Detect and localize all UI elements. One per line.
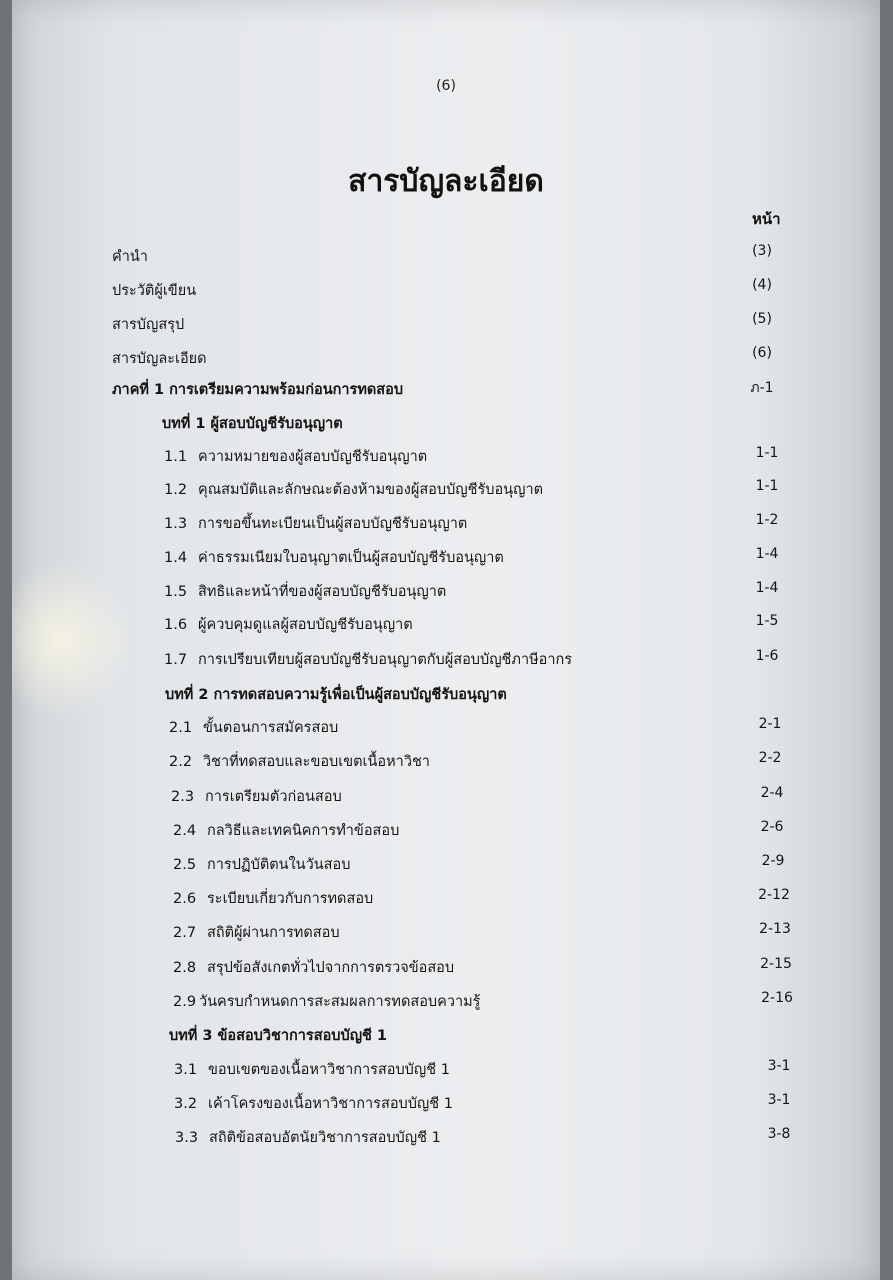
toc-page: 1-4	[755, 546, 779, 562]
toc-entry	[112, 279, 196, 302]
toc-part-heading: ภาคที่ 1 การเตรียมความพร้อมก่อนการทดสอบ	[112, 382, 404, 398]
toc-page: 1-6	[755, 648, 779, 664]
toc-entry	[174, 1058, 450, 1081]
toc-entry-number: 1.3	[164, 516, 188, 532]
toc-entry-text: ค่าธรรมเนียมใบอนุญาตเป็นผู้สอบบัญชีรับอนุญาต	[198, 550, 504, 566]
page-number: (6)	[436, 78, 456, 94]
toc-page: 1-1	[755, 478, 779, 494]
toc-entry	[171, 785, 342, 808]
toc-entry-text: การขอขึ้นทะเบียนเป็นผู้สอบบัญชีรับอนุญาต	[198, 516, 468, 532]
toc-entry-text: การเปรียบเทียบผู้สอบบัญชีรับอนุญาตกับผู้สอบบัญชีภาษีอากร	[198, 652, 573, 668]
toc-page: 3-8	[767, 1126, 791, 1142]
light-glare	[12, 560, 132, 720]
toc-page: ภ-1	[750, 380, 774, 396]
page-column-header: หน้า	[752, 210, 781, 228]
toc-entry	[164, 648, 572, 671]
toc-page: (5)	[752, 311, 772, 327]
toc-entry-number: 2.9	[173, 994, 197, 1010]
toc-page: 2-13	[759, 921, 791, 937]
toc-entry-number: 2.2	[169, 754, 193, 770]
toc-entry-number: 3.2	[174, 1096, 198, 1112]
toc-entry-text: คำนำ	[112, 249, 148, 265]
toc-entry-text: เค้าโครงของเนื้อหาวิชาการสอบบัญชี 1	[208, 1096, 453, 1112]
toc-entry	[164, 580, 446, 603]
toc-page: 2-1	[758, 716, 782, 732]
toc-entry-text: สรุปข้อสังเกตทั่วไปจากการตรวจข้อสอบ	[207, 960, 455, 976]
toc-chapter-heading: บทที่ 3 ข้อสอบวิชาการสอบบัญชี 1	[169, 1028, 388, 1044]
toc-entry-text: วิชาที่ทดสอบและขอบเขตเนื้อหาวิชา	[203, 754, 430, 770]
toc-entry	[173, 956, 454, 979]
toc-entry-number: 2.1	[169, 720, 193, 736]
toc-entry-text: ผู้ควบคุมดูแลผู้สอบบัญชีรับอนุญาต	[198, 617, 413, 633]
toc-entry-number: 2.7	[173, 925, 197, 941]
toc-entry-text: วันครบกำหนดการสะสมผลการทดสอบความรู้	[199, 994, 481, 1010]
toc-entry	[169, 750, 430, 773]
toc-entry-text: สถิติผู้ผ่านการทดสอบ	[207, 925, 340, 941]
toc-page: 2-16	[761, 990, 793, 1006]
toc-entry-number: 2.3	[171, 789, 195, 805]
toc-entry	[173, 819, 399, 842]
toc-entry	[112, 245, 148, 268]
toc-entry-number: 1.2	[164, 482, 188, 498]
toc-entry-number: 1.4	[164, 550, 188, 566]
toc-entry	[164, 478, 543, 501]
toc-entry-number: 2.4	[173, 823, 197, 839]
toc-entry	[173, 990, 480, 1013]
toc-entry-text: สิทธิและหน้าที่ของผู้สอบบัญชีรับอนุญาต	[198, 584, 447, 600]
toc-entry	[164, 546, 504, 569]
toc-page: 1-1	[755, 445, 779, 461]
toc-page: (3)	[752, 243, 772, 259]
toc-entry	[174, 1092, 453, 1115]
toc-page: 2-6	[760, 819, 784, 835]
toc-chapter-heading: บทที่ 2 การทดสอบความรู้เพื่อเป็นผู้สอบบัญชีรับอนุญาต	[165, 687, 507, 703]
toc-entry-text: การเตรียมตัวก่อนสอบ	[205, 789, 342, 805]
toc-entry-number: 2.6	[173, 891, 197, 907]
toc-entry-text: ประวัติผู้เขียน	[112, 283, 197, 299]
toc-chapter-heading: บทที่ 1 ผู้สอบบัญชีรับอนุญาต	[162, 416, 343, 432]
document-page	[12, 0, 880, 1280]
toc-entry-text: ความหมายของผู้สอบบัญชีรับอนุญาต	[198, 449, 428, 465]
toc-entry	[164, 512, 467, 535]
toc-entry	[173, 921, 340, 944]
toc-entry	[173, 887, 373, 910]
toc-entry-text: สารบัญละเอียด	[112, 351, 207, 367]
toc-entry	[175, 1126, 441, 1149]
toc-entry	[112, 347, 207, 370]
toc-page: (6)	[752, 345, 772, 361]
toc-entry-number: 1.5	[164, 584, 188, 600]
toc-entry-number: 1.1	[164, 449, 188, 465]
toc-page: 3-1	[767, 1092, 791, 1108]
toc-entry-number: 1.6	[164, 617, 188, 633]
toc-entry-text: สารบัญสรุป	[112, 317, 185, 333]
toc-entry	[112, 313, 184, 336]
toc-page: (4)	[752, 277, 772, 293]
toc-entry-text: ขั้นตอนการสมัครสอบ	[203, 720, 339, 736]
toc-page: 2-15	[760, 956, 792, 972]
toc-entry-number: 2.5	[173, 857, 197, 873]
toc-entry-text: ขอบเขตของเนื้อหาวิชาการสอบบัญชี 1	[208, 1062, 450, 1078]
toc-entry-text: ระเบียบเกี่ยวกับการทดสอบ	[207, 891, 374, 907]
toc-page: 2-9	[761, 853, 785, 869]
toc-entry	[173, 853, 350, 876]
toc-entry-number: 2.8	[173, 960, 197, 976]
toc-page: 1-5	[755, 613, 779, 629]
toc-page: 3-1	[767, 1058, 791, 1074]
toc-page: 1-4	[755, 580, 779, 596]
toc-page: 2-4	[760, 785, 784, 801]
toc-entry-text: การปฏิบัติตนในวันสอบ	[207, 857, 351, 873]
toc-page: 1-2	[755, 512, 779, 528]
toc-entry-number: 1.7	[164, 652, 188, 668]
toc-entry-text: สถิติข้อสอบอัตนัยวิชาการสอบบัญชี 1	[209, 1130, 441, 1146]
page-title: สารบัญละเอียด	[348, 164, 544, 199]
toc-entry	[164, 613, 413, 636]
toc-entry-text: คุณสมบัติและลักษณะต้องห้ามของผู้สอบบัญชีรับอนุญาต	[198, 482, 544, 498]
toc-entry-number: 3.1	[174, 1062, 198, 1078]
toc-entry-number: 3.3	[175, 1130, 199, 1146]
toc-page: 2-12	[758, 887, 790, 903]
toc-entry	[164, 445, 427, 468]
toc-entry-text: กลวิธีและเทคนิคการทำข้อสอบ	[207, 823, 400, 839]
toc-page: 2-2	[758, 750, 782, 766]
toc-entry	[169, 716, 338, 739]
